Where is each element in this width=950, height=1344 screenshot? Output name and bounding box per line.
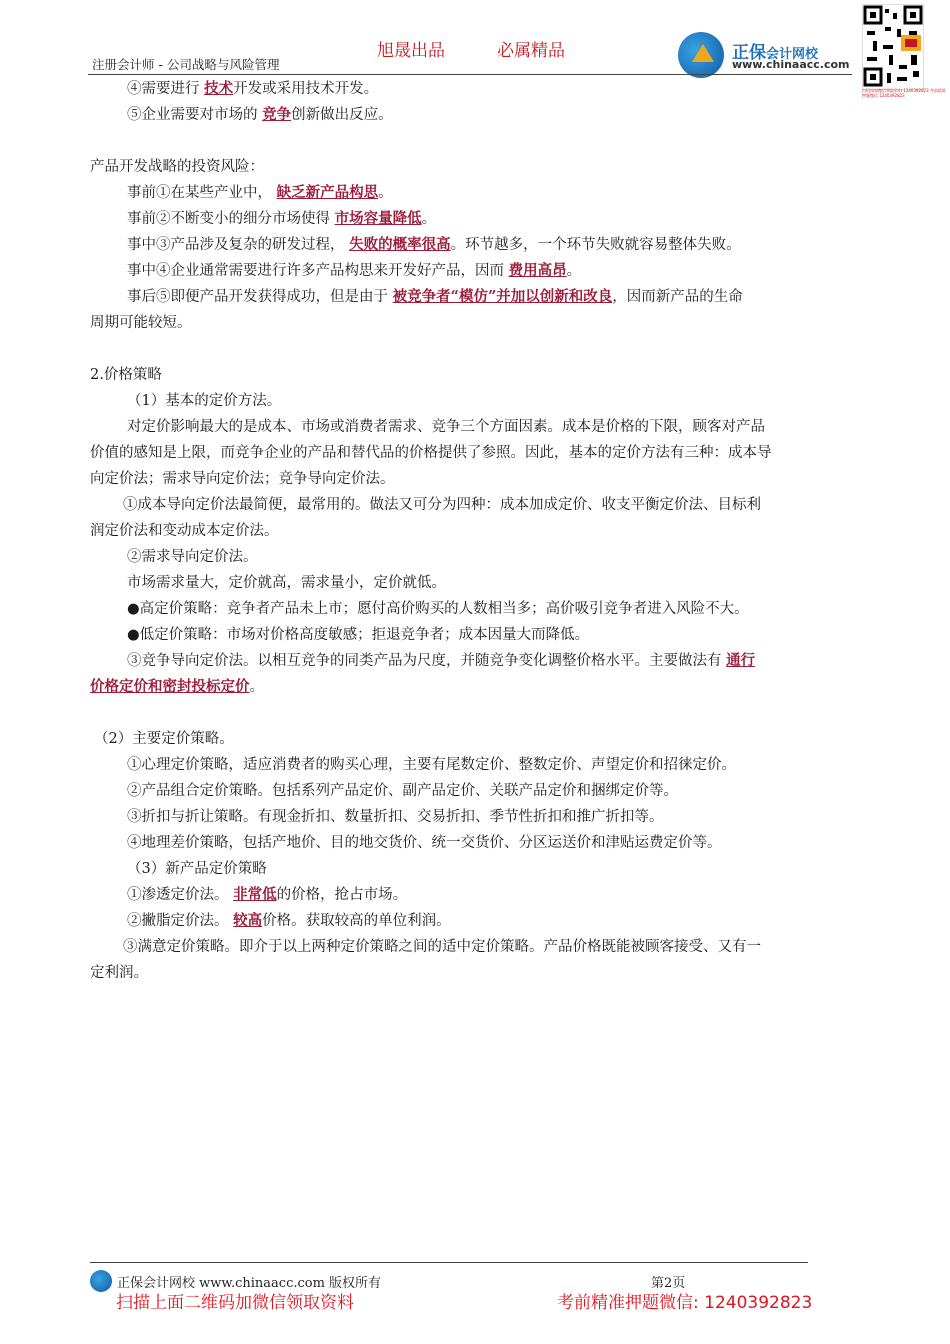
new-product-item-cont: 定利润。 bbox=[90, 965, 148, 981]
footer-divider bbox=[90, 1262, 808, 1263]
keyword: 失败的概率很高 bbox=[349, 236, 451, 253]
strategy-item: ④地理差价策略，包括产地价、目的地交货价、统一交货价、分区运送价和津贴运费定价等。 bbox=[127, 835, 722, 851]
method-item: ③竞争导向定价法。以相互竞争的同类产品为尺度，并随竞争变化调整价格水平。主要做法有 通行 bbox=[127, 652, 756, 669]
risk-item-cont: 周期可能较短。 bbox=[90, 315, 192, 331]
brand-url: www.chinaacc.com bbox=[732, 58, 850, 71]
qr-code-icon bbox=[862, 4, 924, 90]
new-product-item: ①渗透定价法。 非常低的价格，抢占市场。 bbox=[127, 886, 408, 903]
keyword: 竞争 bbox=[262, 106, 292, 123]
strategy-item: ②产品组合定价策略。包括系列产品定价、副产品定价、关联产品定价和捆绑定价等。 bbox=[127, 783, 678, 799]
method-item-cont: 价格定价和密封投标定价。 bbox=[90, 678, 264, 695]
new-product-item: ③满意定价策略。即介于以上两种定价策略之间的适中定价策略。产品价格既能被顾客接受、又有一 bbox=[123, 939, 761, 955]
new-product-item: ②撇脂定价法。 较高价格。获取较高的单位利润。 bbox=[127, 912, 451, 929]
footer-logo-icon bbox=[90, 1270, 112, 1292]
bullet-item: ●高定价策略：竞争者产品未上市；愿付高价购买的人数相当多；高价吸引竞争者进入风险不大。 bbox=[127, 601, 749, 617]
keyword: 技术 bbox=[204, 80, 234, 97]
risk-item: 事中③产品涉及复杂的研发过程， 失败的概率很高。环节越多，一个环节失败就容易整体失败。 bbox=[127, 236, 741, 253]
point-tech: ④需要进行 技术开发或采用技术开发。 bbox=[127, 80, 379, 97]
bullet-item: ●低定价策略：市场对价格高度敏感；拒退竞争者；成本因量大而降低。 bbox=[127, 627, 590, 643]
subsection-heading: （3）新产品定价策略 bbox=[127, 861, 267, 877]
keyword: 市场容量降低 bbox=[334, 210, 422, 227]
keyword: 非常低 bbox=[233, 886, 277, 903]
header-slogan-b: 必属精品 bbox=[497, 41, 565, 61]
point-competition: ⑤企业需要对市场的 竞争创新做出反应。 bbox=[127, 106, 393, 123]
subsection-heading: （1）基本的定价方法。 bbox=[127, 393, 282, 409]
method-item: ②需求导向定价法。 bbox=[127, 549, 258, 565]
risk-item: 事中④企业通常需要进行许多产品构思来开发好产品，因而 费用高昂。 bbox=[127, 262, 582, 279]
method-item: ①成本导向定价法最简便，最常用的。做法又可分为四种：成本加成定价、收支平衡定价法、目标利 bbox=[123, 497, 761, 513]
keyword: 通行 bbox=[726, 652, 756, 669]
header-divider bbox=[88, 74, 852, 75]
brand-logo-triangle-icon bbox=[692, 44, 714, 62]
risk-item: 事后⑤即便产品开发获得成功，但是由于 被竞争者“模仿”并加以创新和改良，因而新产品的生命 bbox=[127, 288, 743, 305]
risk-item: 事前②不断变小的细分市场使得 市场容量降低。 bbox=[127, 210, 437, 227]
paragraph-cont: 价值的感知是上限，而竞争企业的产品和替代品的价格提供了参照。因此，基本的定价方法有三种：成本导 bbox=[90, 445, 772, 461]
method-desc: 市场需求量大，定价就高，需求量小，定价就低。 bbox=[127, 575, 446, 591]
promo-wechat-text: 考前精准押题微信: 1240392823 bbox=[557, 1293, 813, 1313]
section-heading: 2.价格策略 bbox=[90, 367, 162, 383]
risk-item: 事前①在某些产业中， 缺乏新产品构思。 bbox=[127, 184, 393, 201]
strategy-item: ①心理定价策略，适应消费者的购买心理，主要有尾数定价、整数定价、声望定价和招徕定价。 bbox=[127, 757, 736, 773]
keyword: 被竞争者“模仿”并加以创新和改良 bbox=[392, 288, 613, 305]
header-slogan-a: 旭晟出品 bbox=[377, 41, 445, 61]
risk-heading: 产品开发战略的投资风险： bbox=[90, 159, 264, 175]
strategy-item: ③折扣与折让策略。有现金折扣、数量折扣、交易折扣、季节性折扣和推广折扣等。 bbox=[127, 809, 664, 825]
keyword: 费用高昂 bbox=[508, 262, 567, 279]
keyword: 缺乏新产品构思 bbox=[276, 184, 379, 201]
page-number: 第2页 bbox=[651, 1276, 686, 1291]
brand-name: 正保会计网校 bbox=[732, 43, 819, 63]
subsection-heading: （2）主要定价策略。 bbox=[94, 731, 234, 747]
promo-qr-text: 扫描上面二维码加微信领取资料 bbox=[116, 1293, 354, 1313]
keyword: 价格定价和密封投标定价 bbox=[90, 678, 250, 695]
method-item-cont: 润定价法和变动成本定价法。 bbox=[90, 523, 279, 539]
footer-copyright: 正保会计网校 www.chinaacc.com 版权所有 bbox=[117, 1276, 382, 1291]
paragraph: 对定价影响最大的是成本、市场或消费者需求、竞争三个方面因素。成本是价格的下限，顾客对产品 bbox=[127, 419, 765, 435]
qr-caption: 扫码添加微信领取资料 1240392823 考前精准押题微信 1240392823 bbox=[862, 88, 946, 98]
document-body bbox=[90, 76, 860, 986]
paragraph-cont: 向定价法；需求导向定价法；竞争导向定价法。 bbox=[90, 471, 395, 487]
header-course-title: 注册会计师 - 公司战略与风险管理 bbox=[92, 57, 280, 72]
keyword: 较高 bbox=[233, 912, 263, 929]
